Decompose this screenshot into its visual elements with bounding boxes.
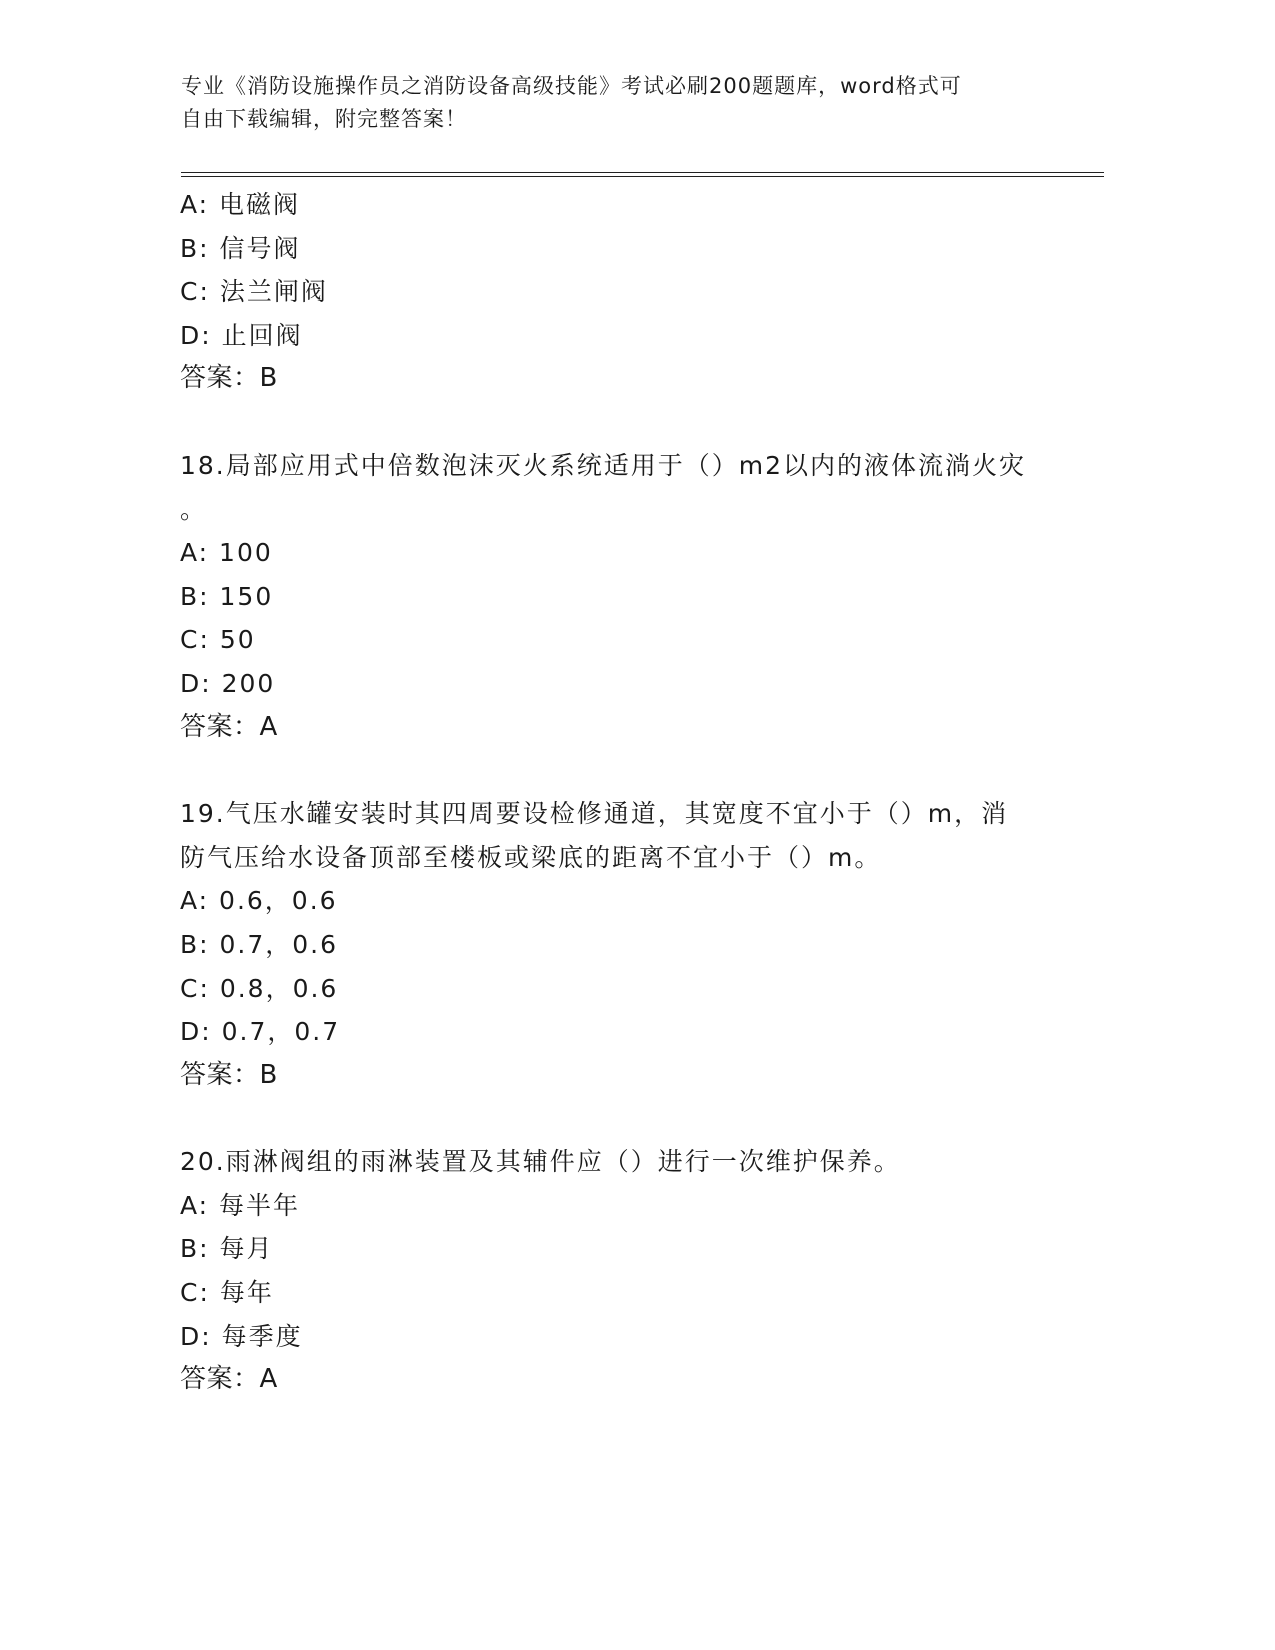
option-c: C: 法兰闸阀	[180, 277, 328, 307]
question-text-continued: 。	[180, 494, 208, 524]
question-18	[180, 444, 1060, 749]
answer: 答案：A	[180, 711, 278, 742]
question-20	[180, 1140, 1060, 1402]
question-text-continued: 防气压给水设备顶部至楼板或梁底的距离不宜小于（）m。	[180, 842, 882, 872]
header-divider-top	[181, 172, 1104, 173]
option-d: D: 0.7，0.7	[180, 1017, 341, 1047]
option-c: C: 每年	[180, 1278, 274, 1308]
option-d: D: 200	[180, 668, 276, 698]
option-a: A: 0.6，0.6	[180, 886, 338, 916]
header-divider-bottom	[181, 176, 1104, 177]
question-list	[180, 183, 1060, 1402]
option-d: D: 止回阀	[180, 320, 303, 350]
answer: 答案：B	[180, 1059, 278, 1090]
header-line-1: 专业《消防设施操作员之消防设备高级技能》考试必刷200题题库，word格式可	[181, 74, 962, 98]
answer: 答案：A	[180, 1364, 278, 1395]
question-text: 19.气压水罐安装时其四周要设检修通道，其宽度不宜小于（）m，消	[180, 799, 1009, 829]
option-d: D: 每季度	[180, 1321, 303, 1351]
option-b: B: 每月	[180, 1234, 274, 1264]
option-c: C: 0.8，0.6	[180, 973, 339, 1003]
option-c: C: 50	[180, 625, 256, 655]
question-text: 18.局部应用式中倍数泡沫灭火系统适用于（）m2以内的液体流淌火灾	[180, 450, 1027, 480]
option-b: B: 信号阀	[180, 233, 301, 263]
question-19	[180, 792, 1060, 1097]
option-b: B: 0.7，0.6	[180, 929, 339, 959]
question-17-continued	[180, 183, 1060, 401]
option-a: A: 每半年	[180, 1190, 301, 1220]
answer: 答案：B	[180, 363, 278, 394]
option-b: B: 150	[180, 581, 274, 611]
question-text: 20.雨淋阀组的雨淋装置及其辅件应（）进行一次维护保养。	[180, 1147, 901, 1177]
document-header	[181, 70, 1081, 136]
option-a: A: 电磁阀	[180, 190, 301, 219]
option-a: A: 100	[180, 538, 273, 568]
header-line-2: 自由下载编辑，附完整答案！	[181, 107, 467, 131]
